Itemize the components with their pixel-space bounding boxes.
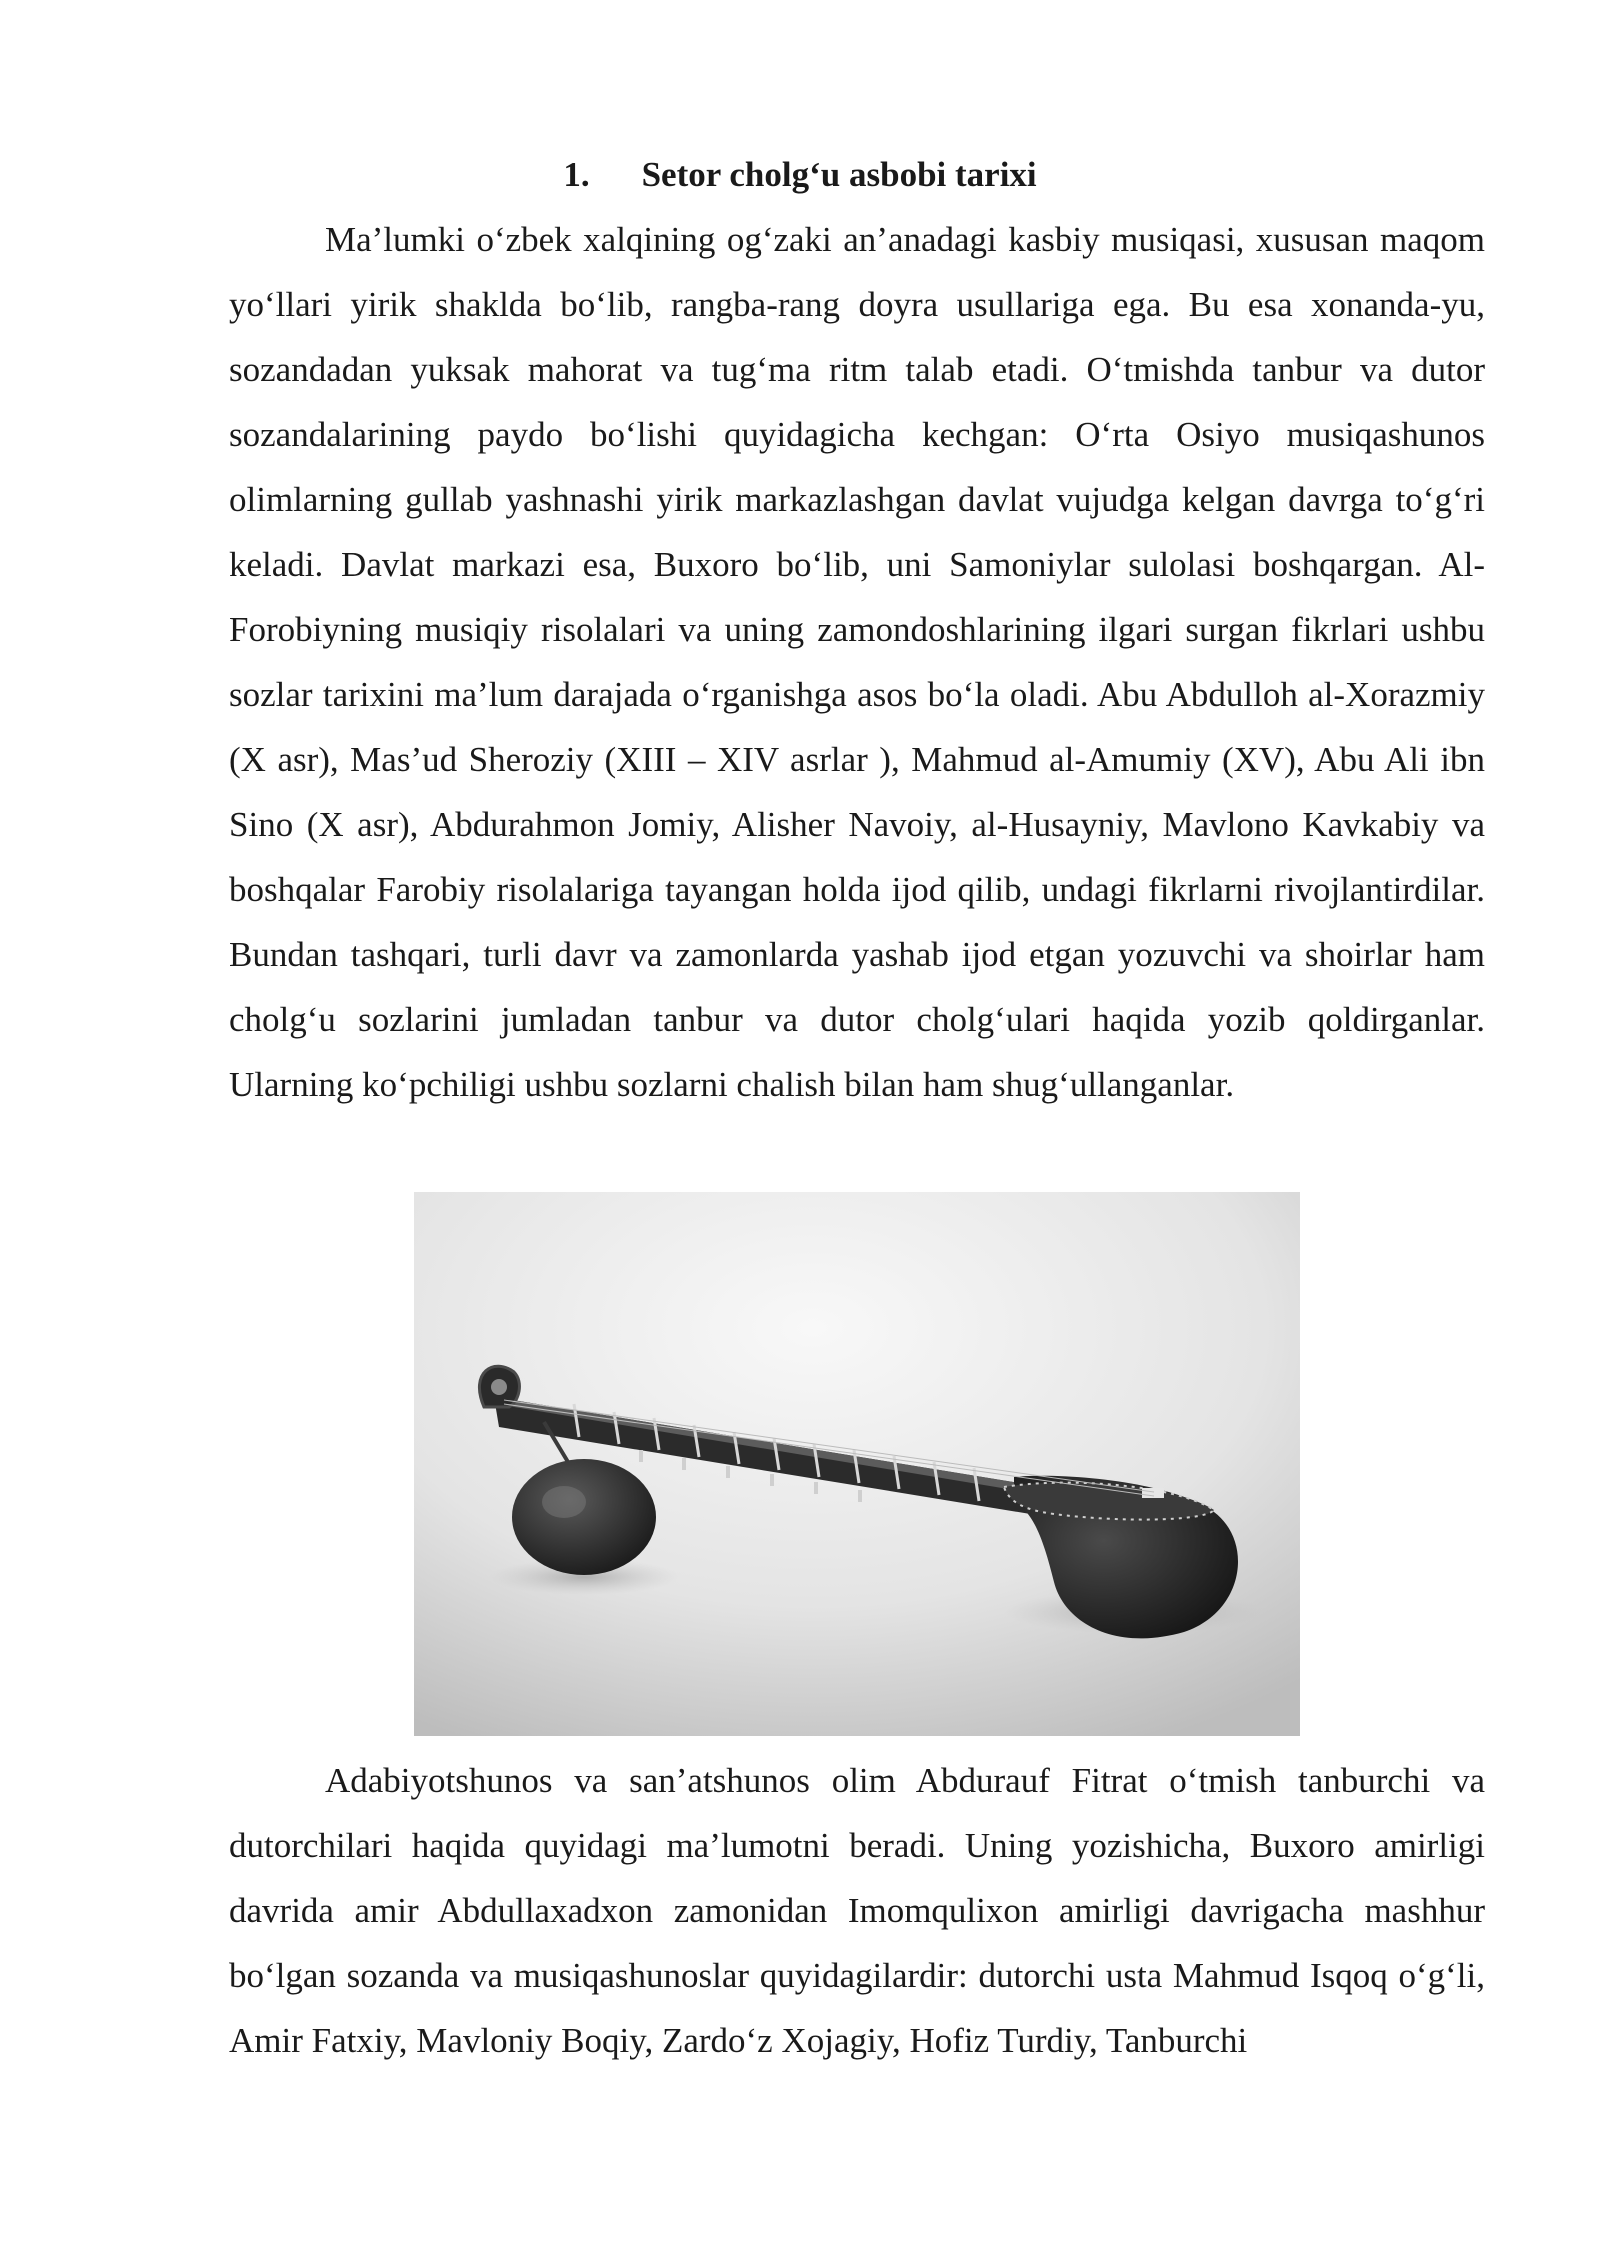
section-title: Setor cholg‘u asbobi tarixi (641, 155, 1037, 194)
section-heading (0, 150, 1600, 200)
setor-image (414, 1192, 1300, 1736)
setor-instrument-photo (414, 1192, 1300, 1736)
body-paragraph: Ma’lumki o‘zbek xalqining og‘zaki an’anadagi kasbiy musiqasi, xususan maqom yo‘llari yirik shaklda bo‘lib, rangba-rang doyra usullariga ega. Bu esa xonanda-yu, sozandadan yuksak mahorat va tug‘ma ritm talab etadi. O‘tmishda tanbur va dutor sozandalarining paydo bo‘lishi quyidagicha kechgan: O‘rta Osiyo musiqashunos olimlarning gullab yashnashi yirik markazlashgan davlat vujudga kelgan davrga to‘g‘ri keladi. Davlat markazi esa, Buxoro bo‘lib, uni Samoniylar sulolasi boshqargan. Al-Forobiyning musiqiy risolalari va uning zamondoshlarining ilgari surgan fikrlari ushbu sozlar tarixini ma’lum darajada o‘rganishga asos bo‘la oladi. Abu Abdulloh al-Xorazmiy (X asr), Mas’ud Sheroziy (XIII – XIV asrlar ), Mahmud al-Amumiy (XV), Abu Ali ibn Sino (X asr), Abdurahmon Jomiy, Alisher Navoiy, al-Husayniy, Mavlono Kavkabiy va boshqalar Farobiy risolalariga tayangan holda ijod qilib, undagi fikrlarni rivojlantirdilar. Bundan tashqari, turli davr va zamonlarda yashab ijod etgan yozuvchi va shoirlar ham cholg‘u sozlarini jumladan tanbur va dutor cholg‘ulari haqida yozib qoldirganlar. Ularning ko‘pchiligi ushbu sozlarni chalish bilan ham shug‘ullanganlar. (229, 220, 1485, 1104)
section-number: 1. (563, 155, 590, 194)
body-paragraph: Adabiyotshunos va san’atshunos olim Abdurauf Fitrat o‘tmish tanburchi va dutorchilari haqida quyidagi ma’lumotni beradi. Uning yozishicha, Buxoro amirligi davrida amir Abdullaxadxon zamonidan Imomqulixon amirligi davrigacha mashhur bo‘lgan sozanda va musiqashunoslar quyidagilardir: dutorchi usta Mahmud Isqoq o‘g‘li, Amir Fatxiy, Mavloniy Boqiy, Zardo‘z Xojagiy, Hofiz Turdiy, Tanburchi (229, 1761, 1485, 2060)
